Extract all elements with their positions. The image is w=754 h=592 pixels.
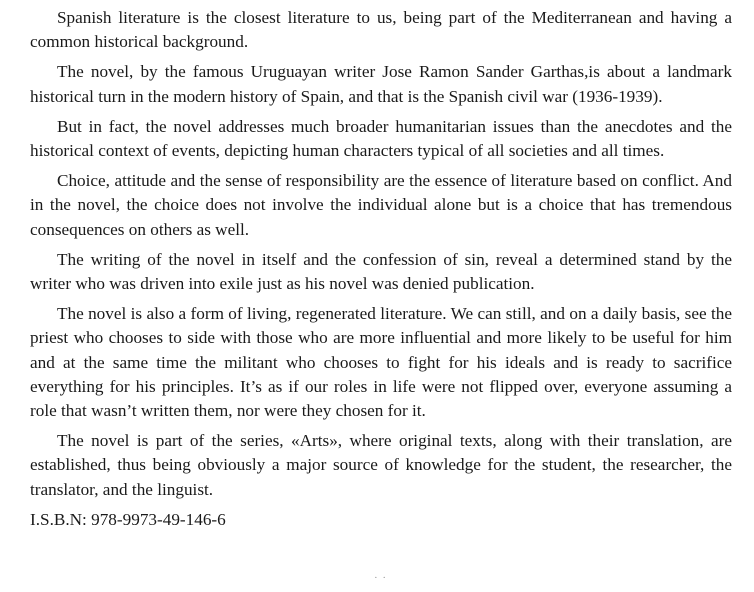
paragraph-humanitarian-issues: But in fact, the novel addresses much broader humanitarian issues than the anecdotes and the historical context of events, depicting human characters typical of all societies and all times. <box>30 116 732 161</box>
paragraph-regenerated-literature: The novel is also a form of living, regenerated literature. We can still, and on a daily basis, see the priest who chooses to side with those who are more influential and more likely to be useful for him and at the same time the militant who chooses to fight for his ideals and is ready to sacrifice everything for his principles. It’s as if our roles in life were not flipped over, everyone assuming a role that wasn’t written them, nor were they chosen for it. <box>30 304 732 421</box>
paragraph-writing-confession: The writing of the novel in itself and the confession of sin, reveal a determined stand by the writer who was driven into exile just as his novel was denied publication. <box>30 249 732 294</box>
paragraph-series-arts: The novel is part of the series, «Arts», where original texts, along with their translation, are established, thus being obviously a major source of knowledge for the student, the researcher, the translator, and the linguist. <box>30 431 732 499</box>
paragraph-choice-attitude: Choice, attitude and the sense of responsibility are the essence of literature based on conflict. And in the novel, the choice does not involve the individual alone but is a choice that has tremendous consequences on others as well. <box>30 171 732 239</box>
paragraph-spanish-literature: Spanish literature is the closest literature to us, being part of the Mediterranean and having a common historical background. <box>30 8 732 52</box>
page-edge-mark: · · <box>374 572 388 584</box>
isbn-line: I.S.B.N: 978-9973-49-146-6 <box>30 509 226 529</box>
paragraph-novel-author: The novel, by the famous Uruguayan writer Jose Ramon Sander Garthas,is about a landmark historical turn in the modern history of Spain, and that is the Spanish civil war (1936-1939). <box>30 62 732 106</box>
document-body <box>30 6 732 532</box>
